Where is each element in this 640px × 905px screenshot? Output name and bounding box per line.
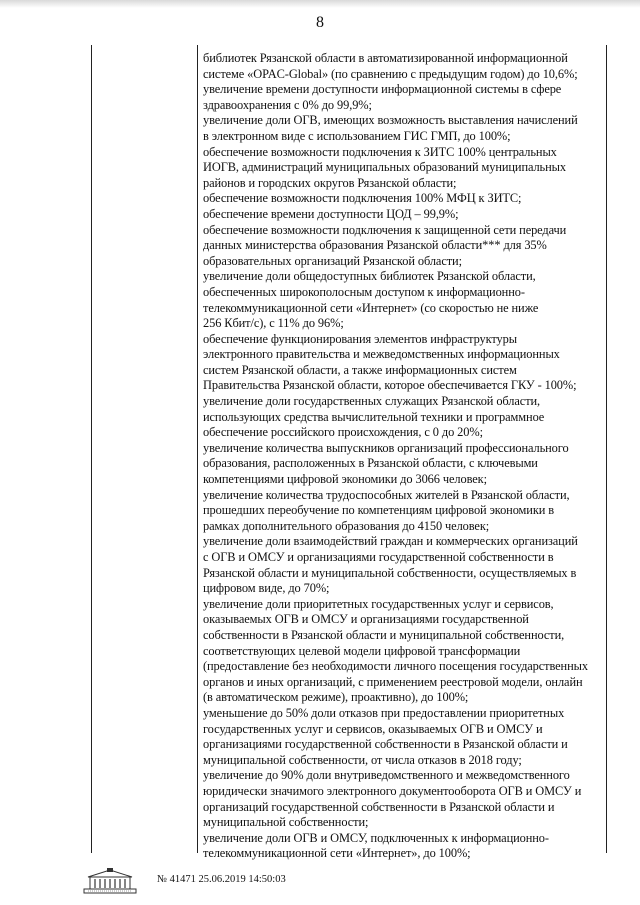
text-line: муниципальной собственности; — [203, 815, 369, 830]
table-cell-content — [203, 51, 601, 862]
text-line: цифровом виде, до 70%; — [203, 581, 330, 596]
text-line: обеспечение возможности подключения 100% МФЦ к ЗИТС; — [203, 191, 522, 206]
text-line: соответствующих целевой модели цифровой трансформации — [203, 643, 521, 658]
text-line: увеличение доли взаимодействий граждан и коммерческих организаций — [203, 534, 578, 549]
text-line: в электронном виде с использованием ГИС ГМП, до 100%; — [203, 128, 511, 143]
text-line: обеспеченных широкополосным доступом к информационно- — [203, 284, 525, 299]
page-number: 8 — [316, 14, 324, 31]
government-building-logo — [80, 868, 140, 894]
text-line: органов и иных организаций, с применением реестровой модели, онлайн — [203, 674, 583, 689]
text-line: обеспечение возможности подключения к защищенной сети передачи — [203, 222, 567, 237]
text-line: обеспечение функционирования элементов инфраструктуры — [203, 331, 517, 346]
text-line: образования, расположенных в Рязанской области, с ключевыми — [203, 456, 538, 471]
text-line: государственных услуг и сервисов, оказываемых ОГВ и ОМСУ и — [203, 721, 543, 736]
text-line: (в автоматическом режиме), проактивно), до 100%; — [203, 690, 469, 705]
text-line: обеспечение возможности подключения к ЗИТС 100% центральных — [203, 144, 557, 159]
text-line: телекоммуникационной сети «Интернет» (со скоростью не ниже — [203, 300, 539, 315]
text-line: увеличение доли ОГВ и ОМСУ, подключенных к информационно- — [203, 830, 549, 845]
text-line: с ОГВ и ОМСУ и организациями государственной собственности в — [203, 550, 554, 564]
text-line: систем Рязанской области, а также информационных систем — [203, 362, 517, 377]
text-line: увеличение доли ОГВ, имеющих возможность выставления начислений — [203, 113, 578, 128]
text-line: прошедших переобучение по компетенциям цифровой экономики в — [203, 503, 555, 518]
text-line: обеспечение российского происхождения, с 0 до 20%; — [203, 425, 483, 440]
text-line: юридически значимого электронного документооборота ОГВ и ОМСУ и — [203, 783, 582, 798]
text-line: организациями государственной собственности в Рязанской области и — [203, 737, 568, 752]
text-line: муниципальной собственности, от числа отказов в 2018 году; — [203, 752, 522, 767]
text-line: увеличение доли общедоступных библиотек Рязанской области, — [203, 269, 536, 284]
text-line: увеличение доли приоритетных государственных услуг и сервисов, — [203, 596, 554, 611]
scan-edge — [0, 0, 640, 8]
text-line: (предоставление без необходимости личного посещения государственных — [203, 659, 588, 674]
text-line: Правительства Рязанской области, которое обеспечивается ГКУ - 100%; — [203, 378, 577, 393]
text-line: образовательных организаций Рязанской области; — [203, 253, 462, 268]
text-line: увеличение времени доступности информационной системы в сфере — [203, 82, 562, 97]
text-line: оказываемых ОГВ и ОМСУ и организациями государственной — [203, 612, 529, 627]
text-line: увеличение доли государственных служащих Рязанской области, — [203, 394, 541, 409]
text-line: использующих средства вычислительной техники и программное — [203, 409, 545, 424]
text-line: библиотек Рязанской области в автоматизированной информационной — [203, 51, 568, 65]
text-line: увеличение количества трудоспособных жителей в Рязанской области, — [203, 487, 570, 502]
text-line: районов и городских округов Рязанской области; — [203, 175, 457, 190]
column-divider — [197, 45, 198, 853]
text-line: здравоохранения с 0% до 99,9%; — [203, 97, 372, 112]
text-line: телекоммуникационной сети «Интернет», до 100%; — [203, 846, 471, 861]
text-line: обеспечение времени доступности ЦОД – 99,9%; — [203, 206, 459, 221]
text-line: электронного правительства и межведомственных информационных — [203, 347, 560, 362]
text-line: организаций государственной собственности в Рязанской области и — [203, 799, 555, 814]
document-stamp: № 41471 25.06.2019 14:50:03 — [157, 874, 286, 885]
text-line: рамках дополнительного образования до 4150 человек; — [203, 518, 490, 533]
text-line: увеличение до 90% доли внутриведомственного и межведомственного — [203, 768, 570, 783]
text-line: данных министерства образования Рязанской области*** для 35% — [203, 238, 547, 253]
document-table — [91, 45, 607, 861]
text-line: уменьшение до 50% доли отказов при предоставлении приоритетных — [203, 705, 565, 720]
text-line: ИОГВ, администраций муниципальных образований муниципальных — [203, 160, 566, 175]
text-line: Рязанской области и муниципальной собственности, осуществляемых в — [203, 565, 577, 580]
text-line: системе «OPAC-Global» (по сравнению с предыдущим годом) до 10,6%; — [203, 66, 578, 81]
text-line: собственности в Рязанской области и муниципальной собственности, — [203, 627, 565, 642]
document-footer — [70, 868, 470, 898]
text-line: увеличение количества выпускников организаций профессионального — [203, 440, 569, 455]
text-line: 256 Кбит/с), с 11% до 96%; — [203, 316, 344, 331]
text-line: компетенциями цифровой экономики до 3066 человек; — [203, 472, 487, 487]
